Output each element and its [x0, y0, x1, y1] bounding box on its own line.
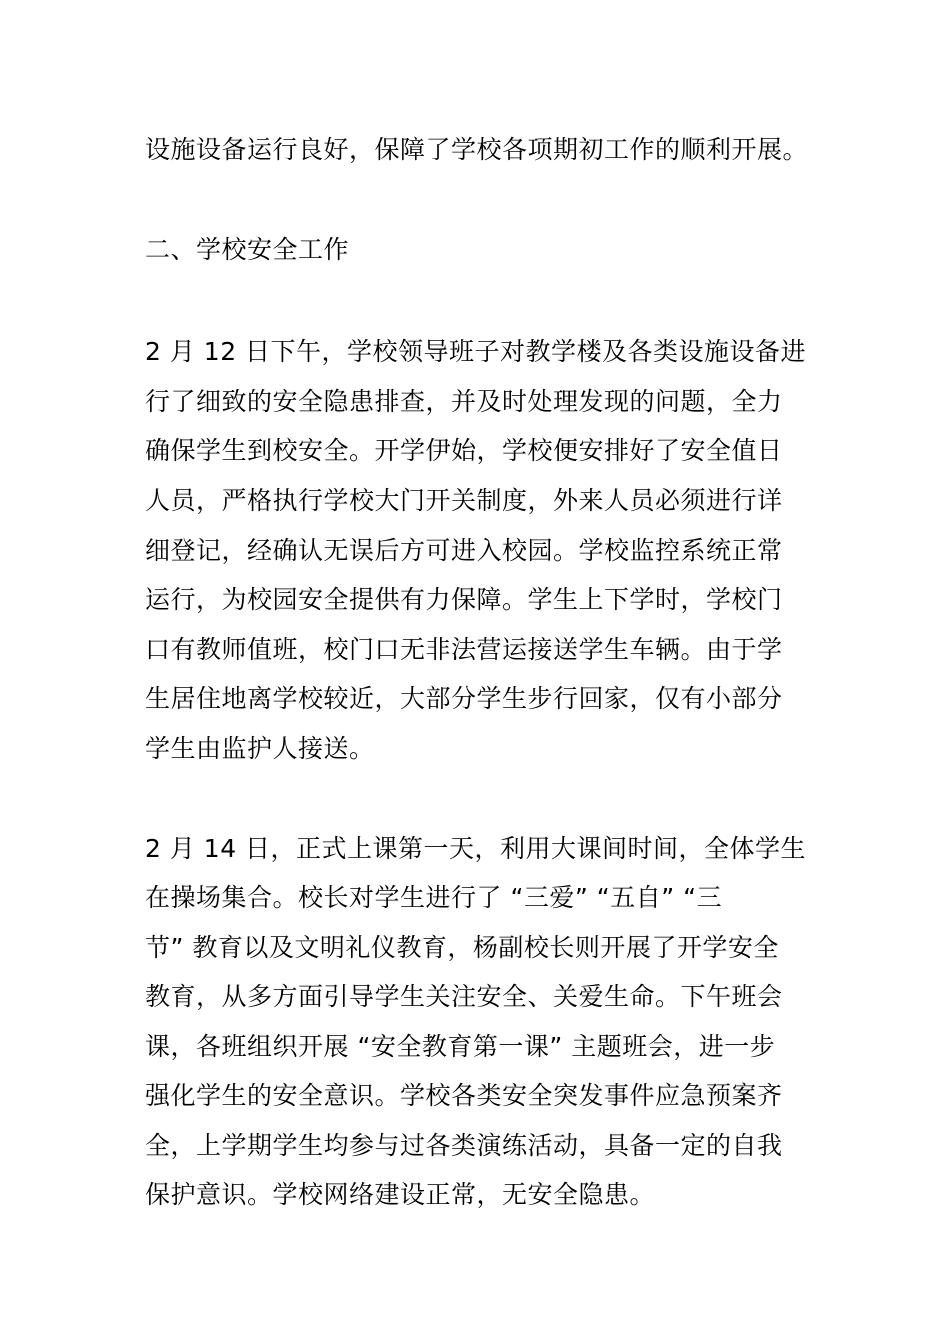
section-heading: 二、学校安全工作 [145, 235, 350, 264]
paragraph-line: 强化学生的安全意识。学校各类安全突发事件应急预案齐 [145, 1081, 783, 1110]
paragraph-line: 2 月 12 日下午，学校领导班子对教学楼及各类设施设备进 [145, 337, 807, 366]
paragraph-line: 全，上学期学生均参与过各类演练活动，具备一定的自我 [145, 1131, 783, 1160]
paragraph-line: 细登记，经确认无误后方可进入校园。学校监控系统正常 [145, 536, 783, 565]
paragraph-line: 节” 教育以及文明礼仪教育，杨副校长则开展了开学安全 [145, 933, 779, 962]
paragraph-line: 行了细致的安全隐患排查，并及时处理发现的问题，全力 [145, 387, 783, 416]
paragraph-line: 2 月 14 日，正式上课第一天，利用大课间时间，全体学生 [145, 834, 807, 863]
paragraph-line: 保护意识。学校网络建设正常，无安全隐患。 [145, 1180, 656, 1209]
paragraph-line: 人员，严格执行学校大门开关制度，外来人员必须进行详 [145, 486, 783, 515]
paragraph-line: 在操场集合。校长对学生进行了 “三爱” “五自” “三 [145, 883, 723, 912]
paragraph-line: 课，各班组织开展 “安全教育第一课” 主题班会，进一步 [145, 1032, 776, 1061]
paragraph-line: 口有教师值班，校门口无非法营运接送学生车辆。由于学 [145, 635, 783, 664]
paragraph-line: 确保学生到校安全。开学伊始，学校便安排好了安全值日 [145, 436, 783, 465]
paragraph-line: 设施设备运行良好，保障了学校各项期初工作的顺利开展。 [145, 135, 809, 164]
paragraph-line: 教育，从多方面引导学生关注安全、关爱生命。下午班会 [145, 982, 783, 1011]
paragraph-line: 运行，为校园安全提供有力保障。学生上下学时，学校门 [145, 585, 783, 614]
paragraph-line: 学生由监护人接送。 [145, 734, 375, 763]
paragraph-line: 生居住地离学校较近，大部分学生步行回家，仅有小部分 [145, 684, 783, 713]
